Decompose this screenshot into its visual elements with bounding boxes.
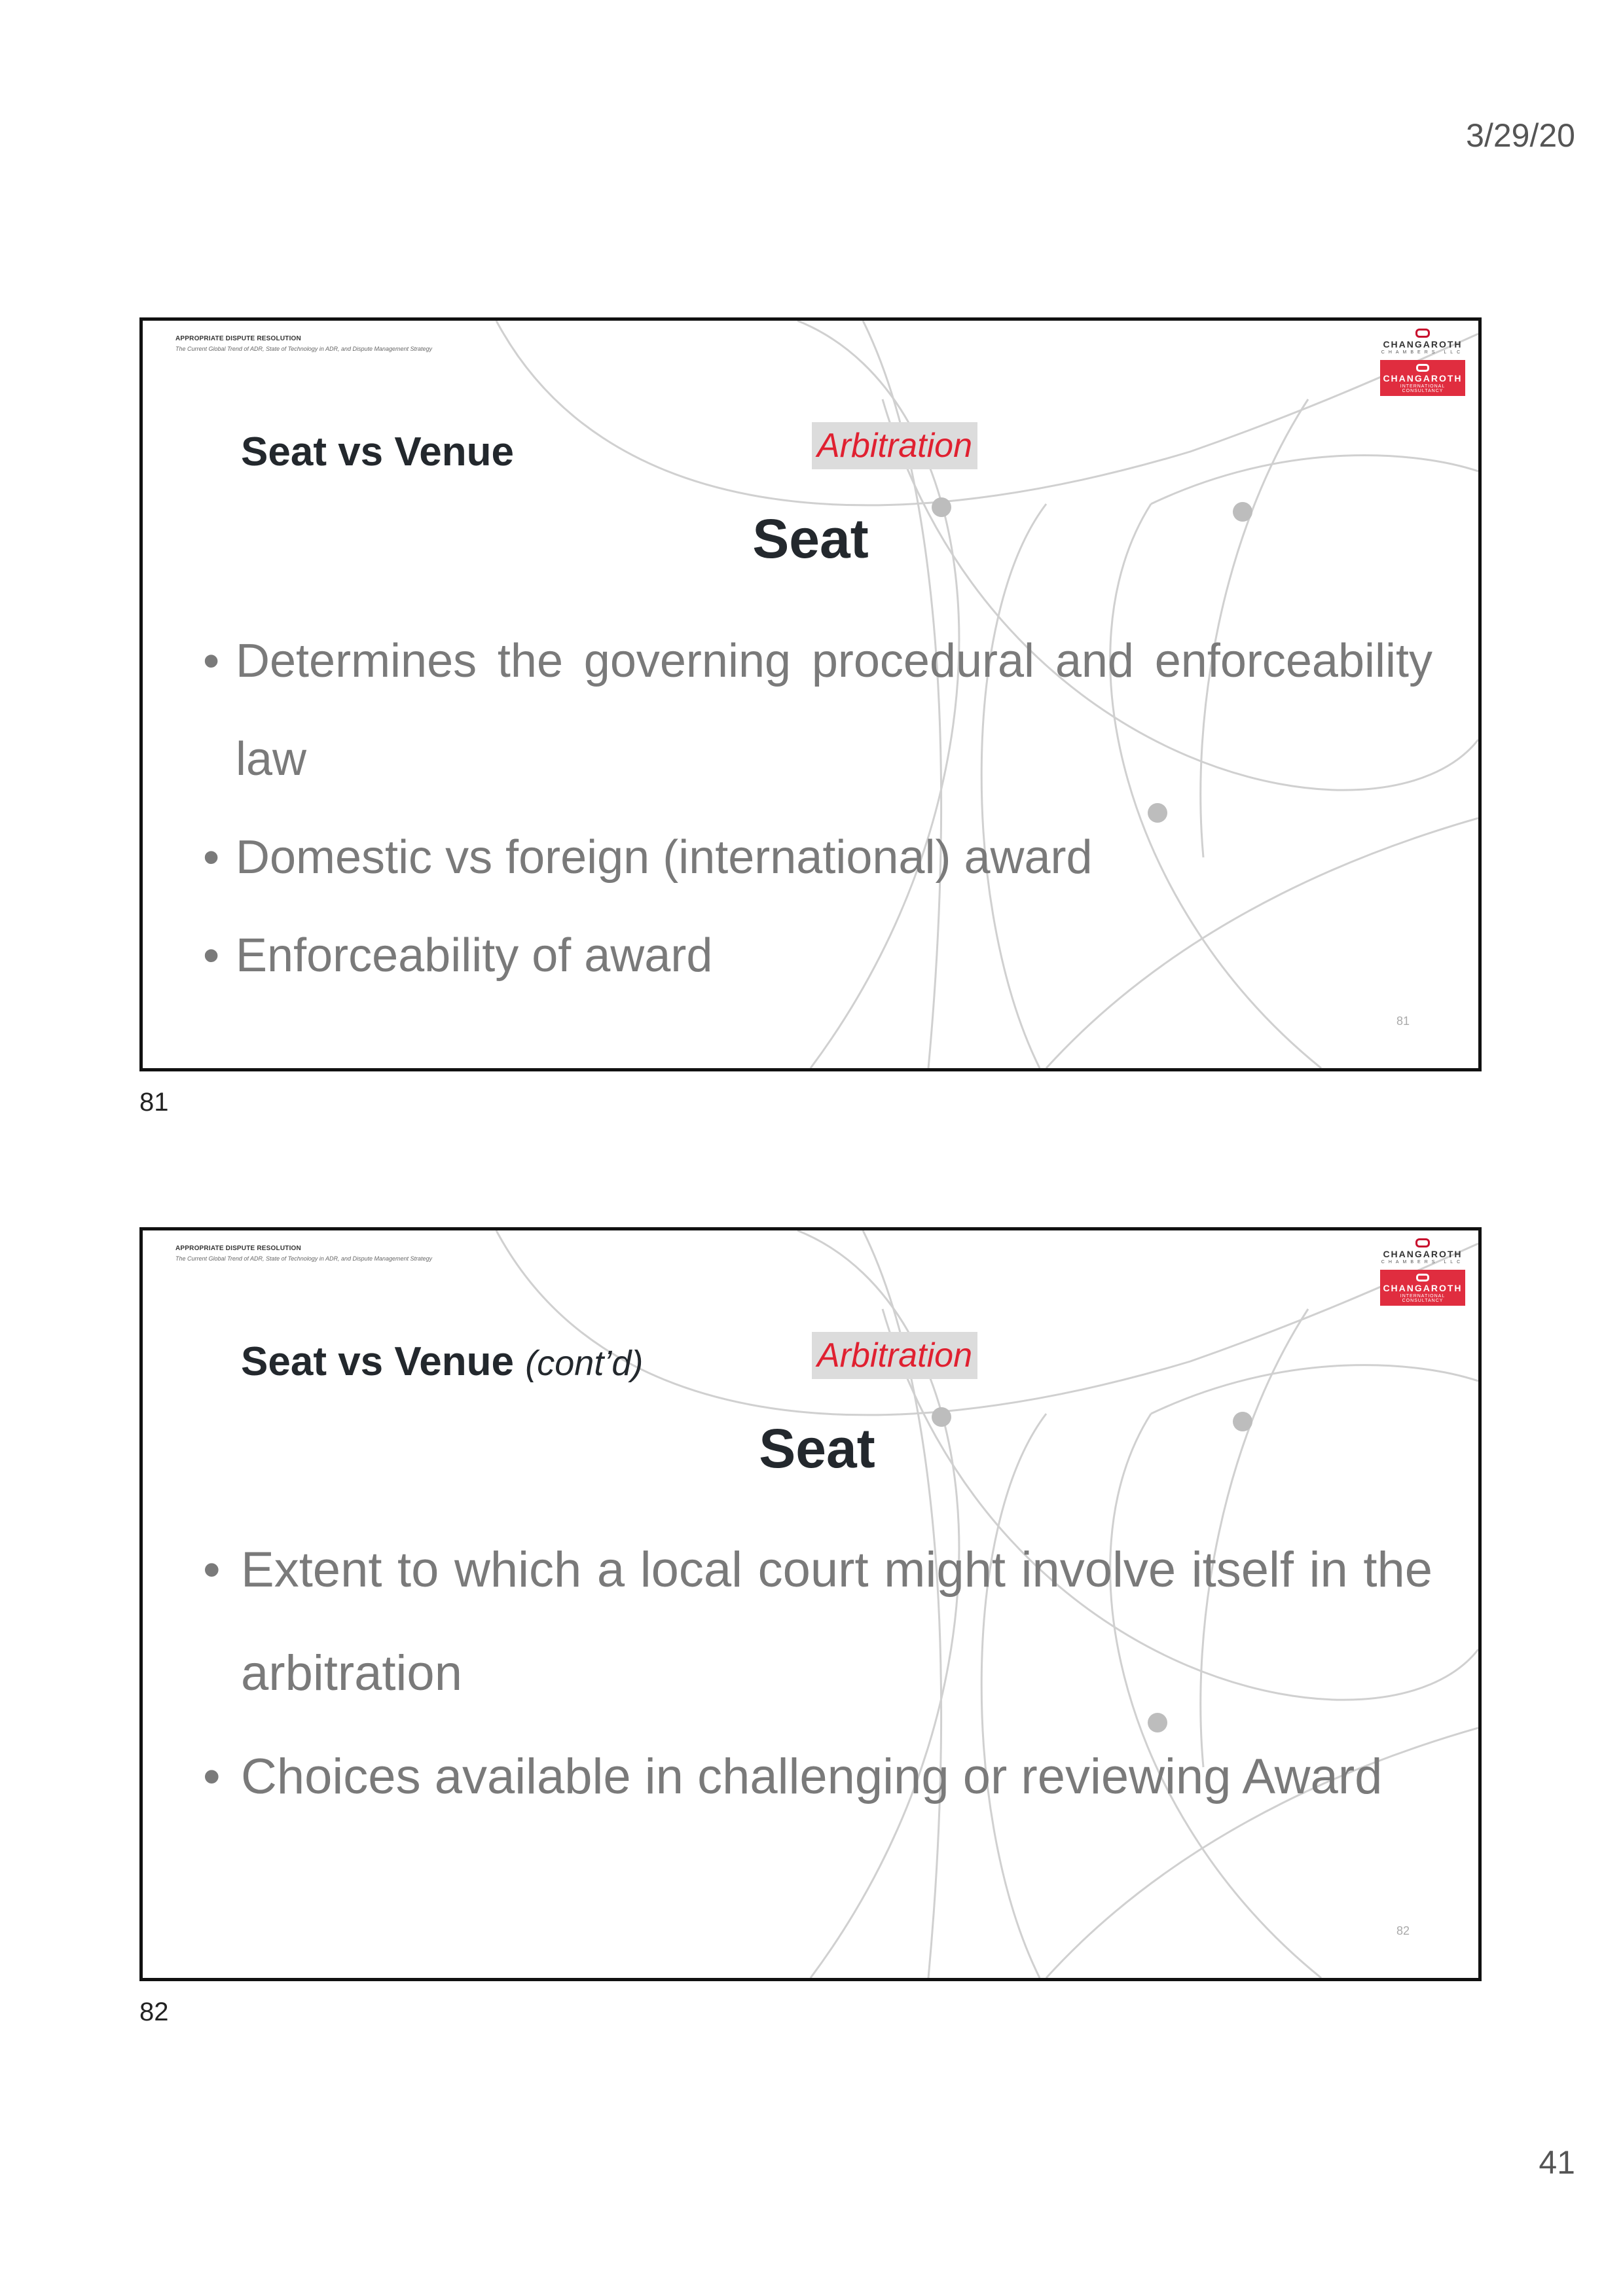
slide-title-text: Seat vs Venue [241, 1339, 515, 1384]
bullet-list [203, 612, 1432, 1005]
bullet-item: • Choices available in challenging or reviewing Award [203, 1725, 1432, 1829]
logo-chambers-name: CHANGAROTH [1383, 1249, 1463, 1259]
bullet-item: • Determines the governing procedural and enforceability law [203, 612, 1432, 808]
page-number: 41 [1539, 2144, 1575, 2181]
logo-chambers-sub: CHAMBERS LLC [1381, 350, 1465, 355]
logo-mark-icon [1416, 1274, 1429, 1282]
logo-consultancy-badge [1380, 360, 1465, 396]
logo-mark-icon [1415, 1238, 1430, 1247]
header-title: APPROPRIATE DISPUTE RESOLUTION [175, 335, 301, 342]
bullet-item: • Domestic vs foreign (international) award [203, 808, 1432, 906]
bullet-item: • Extent to which a local court might involve itself in the arbitration [203, 1518, 1432, 1725]
header-title: APPROPRIATE DISPUTE RESOLUTION [175, 1245, 301, 1252]
logo-consultancy-name: CHANGAROTH [1383, 373, 1463, 384]
page-date: 3/29/20 [1466, 117, 1575, 154]
logo-consultancy-sub: INTERNATIONAL CONSULTANCY [1400, 384, 1446, 393]
logo-consultancy-badge [1380, 1270, 1465, 1306]
slide-82 [139, 1227, 1482, 1981]
seat-heading: Seat [759, 1418, 875, 1479]
slide-81 [139, 317, 1482, 1071]
slide-number: 82 [1396, 1924, 1410, 1937]
header-subtitle: The Current Global Trend of ADR, State of Technology in ADR, and Dispute Management Strategy [175, 1255, 433, 1262]
logo-chambers-name: CHANGAROTH [1383, 339, 1463, 350]
bullet-item: • Enforceability of award [203, 906, 1432, 1005]
logo-mark-icon [1416, 364, 1429, 372]
arbitration-tag: Arbitration [812, 422, 977, 469]
slide-title-text: Seat vs Venue [241, 429, 515, 475]
bullet-list [203, 1518, 1432, 1829]
logo-consultancy-name: CHANGAROTH [1383, 1283, 1463, 1293]
slide-number: 81 [1396, 1014, 1410, 1028]
slide-label: 81 [139, 1088, 169, 1117]
header-subtitle: The Current Global Trend of ADR, State of Technology in ADR, and Dispute Management Strategy [175, 346, 433, 352]
arbitration-tag: Arbitration [812, 1332, 977, 1379]
slide-title [241, 1338, 643, 1385]
logo-chambers-sub: CHAMBERS LLC [1381, 1260, 1465, 1265]
logo-consultancy-sub: INTERNATIONAL CONSULTANCY [1400, 1294, 1446, 1303]
logo-mark-icon [1415, 329, 1430, 338]
slide-title-suffix: (cont’d) [525, 1344, 644, 1383]
company-logo [1380, 329, 1465, 396]
slide-title [241, 429, 514, 475]
seat-heading: Seat [752, 508, 869, 569]
slide-label: 82 [139, 1998, 169, 2026]
company-logo [1380, 1238, 1465, 1306]
